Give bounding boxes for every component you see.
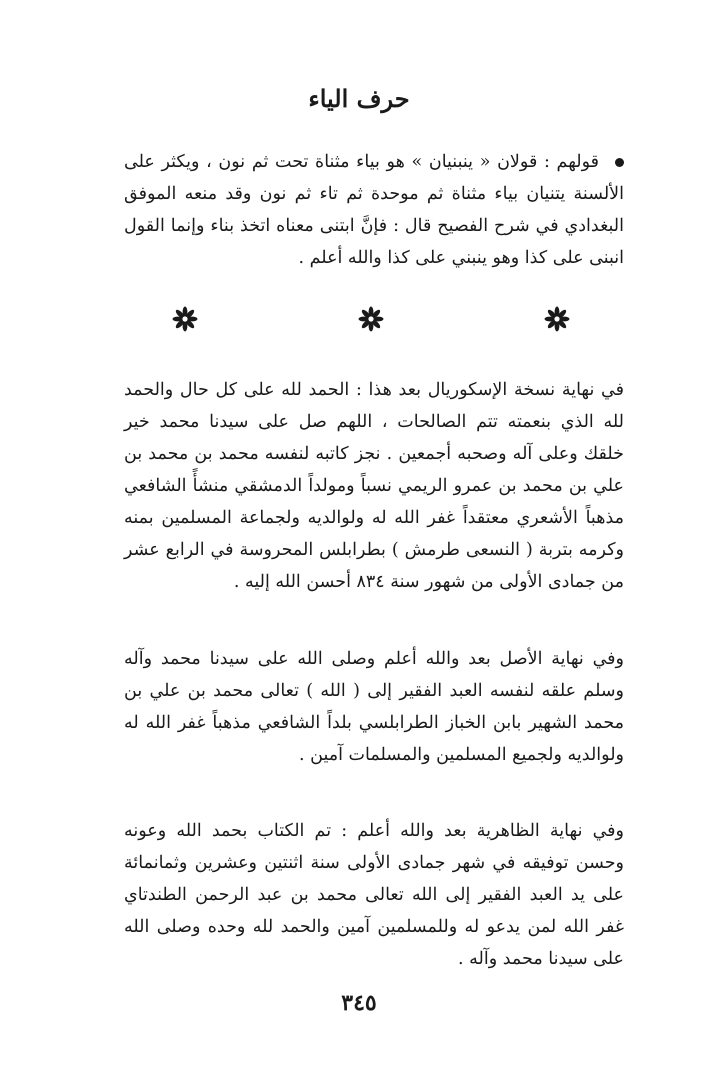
flower-ornament-icon (170, 304, 200, 334)
chapter-title: حرف الياء (308, 84, 410, 113)
flower-ornament-icon (542, 304, 572, 334)
entry-paragraph (124, 146, 624, 274)
bullet-icon (615, 158, 624, 167)
escorial-colophon-paragraph: في نهاية نسخة الإسكوريال بعد هذا : الحمد لله على كل حال والحمد لله الذي بنعمته تتم الصالحات ، اللهم صل على سيدنا محمد خير خلقك وعلى آله وصحبه أجمعين . نجز كاتبه لنفسه محمد بن محمد بن علي بن محمد بن عمرو الريمي نسباً ومولداً الدمشقي منشأً الشافعي مذهباً الأشعري معتقداً غفر الله له ولوالديه ولجماعة المسلمين بمنه وكرمه بتربة ( النسعى طرمش ) بطرابلس المحروسة في الرابع عشر من جمادى الأولى من شهور سنة ٨٣٤ أحسن الله إليه . (124, 380, 624, 592)
flower-ornament-icon (356, 304, 386, 334)
original-colophon-paragraph: وفي نهاية الأصل بعد والله أعلم وصلى الله على سيدنا محمد وآله وسلم علقه لنفسه العبد الفقير إلى ( الله ) تعالى محمد بن علي بن محمد الشهير بابن الخباز الطرابلسي بلداً الشافعي مذهباً غفر الله له ولوالديه ولجميع المسلمين والمسلمات آمين . (124, 649, 624, 765)
entry-text: قولهم : قولان « ينبنيان » هو بياء مثناة تحت ثم نون ، ويكثر على الألسنة يتنيان بياء مثناة ثم موحدة ثم تاء ثم نون وقد منعه الموفق البغدادي في شرح الفصيح قال : فإنَّ ابتنى معناه اتخذ بناء وإنما القول انبنى على كذا وهو ينبني على كذا والله أعلم . (124, 152, 624, 268)
zahiriya-colophon-paragraph: وفي نهاية الظاهرية بعد والله أعلم : تم الكتاب بحمد الله وعونه وحسن توفيقه في شهر جمادى الأولى سنة اثنتين وعشرين وثمانمائة على يد العبد الفقير إلى الله تعالى محمد بن عبد الرحمن الطندتاي غفر الله لمن يدعو له وللمسلمين آمين والحمد لله وحده وصلى الله على سيدنا محمد وآله . (124, 821, 624, 969)
page-number: ٣٤٥ (341, 990, 377, 1016)
ornament-divider (0, 304, 718, 338)
